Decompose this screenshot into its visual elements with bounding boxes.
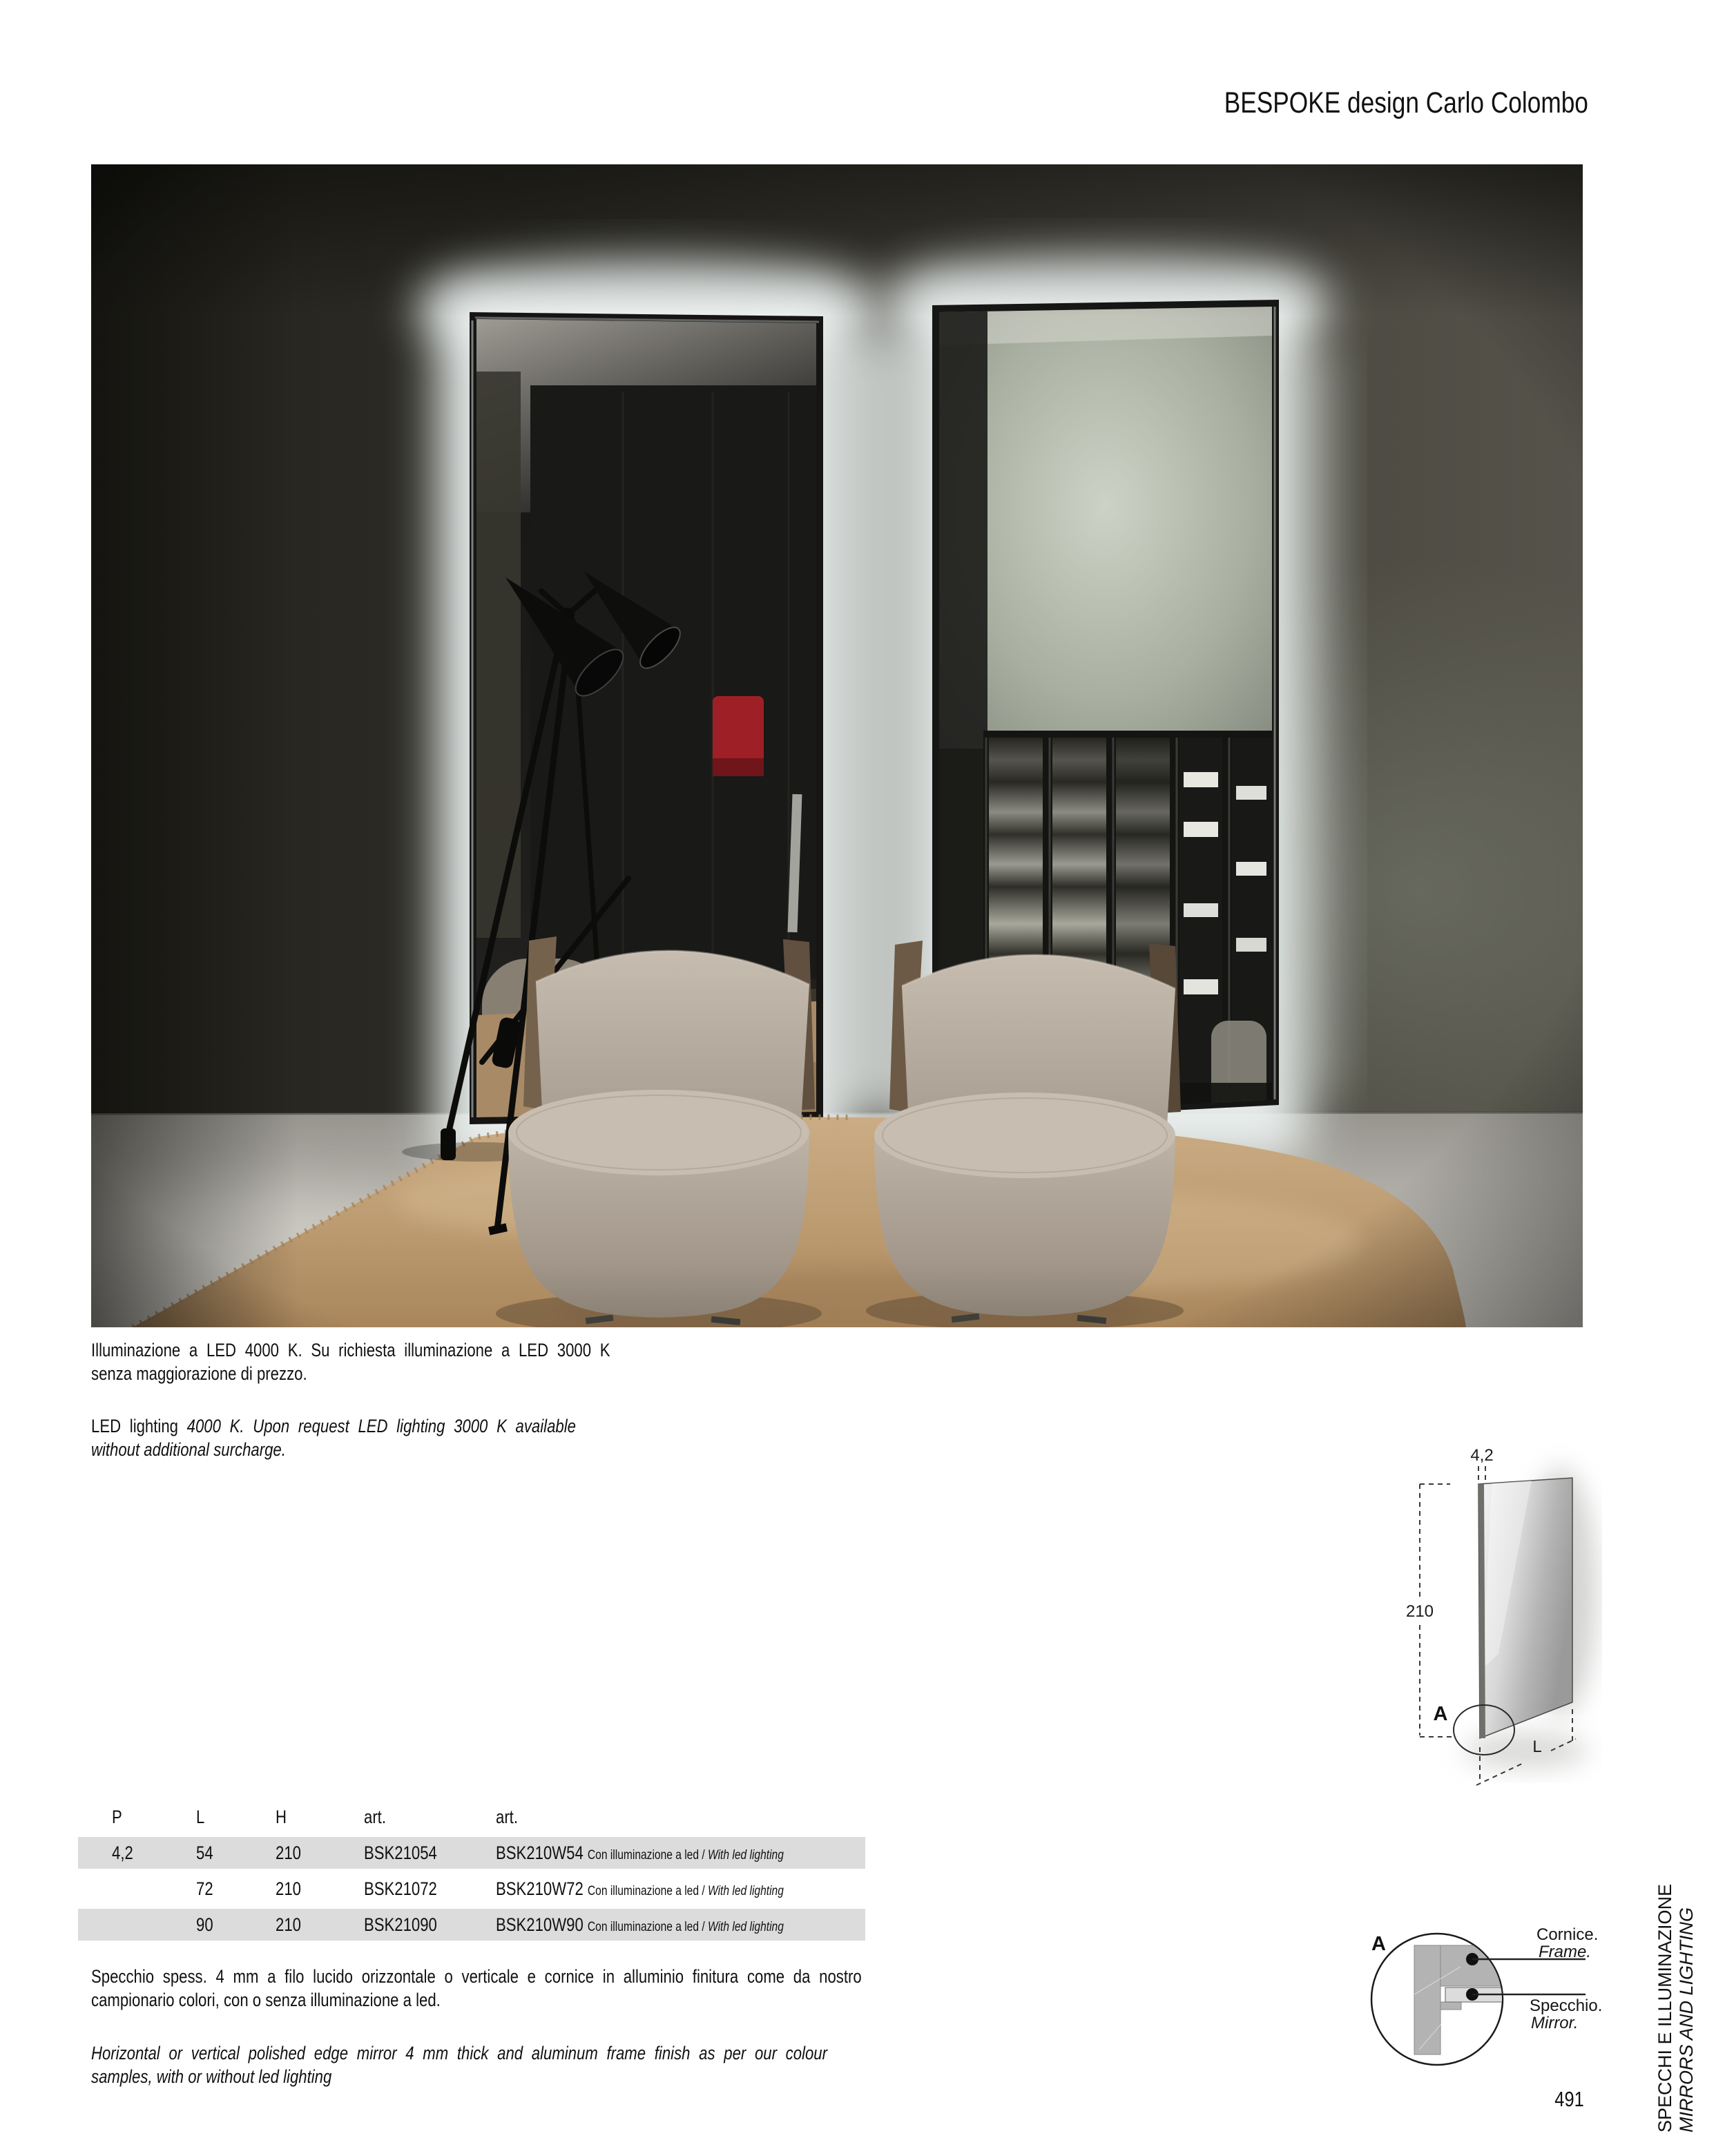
mirror-label-en: Mirror. — [1531, 2014, 1579, 2032]
col-h: H — [276, 1806, 287, 1827]
col-art2: art. — [496, 1806, 518, 1827]
caption-en-lead: LED lighting — [91, 1416, 187, 1436]
col-l: L — [196, 1806, 205, 1827]
sidebar-line-italian: SPECCHI E ILLUMINAZIONE — [1655, 1883, 1675, 2133]
cell-l: 54 — [196, 1842, 213, 1863]
spec-table-header — [78, 1801, 865, 1833]
caption-it-line1: Illuminazione a LED 4000 K. Su richiesta illuminazione a LED 3000 K — [91, 1340, 610, 1360]
cell-art2: BSK210W90 — [496, 1914, 584, 1935]
cell-art1: BSK21054 — [364, 1842, 437, 1863]
table-row — [78, 1909, 865, 1941]
dim-height-label: 210 — [1405, 1602, 1434, 1621]
cell-art2: BSK210W54 — [496, 1842, 584, 1863]
page-title — [1144, 87, 1588, 119]
corner-detail-diagram — [1364, 1925, 1602, 2074]
showroom-photo — [91, 164, 1583, 1327]
desc-it-line1: Specchio spess. 4 mm a filo lucido orizzontale o verticale e cornice in alluminio finitura come da nostro — [91, 1966, 862, 1987]
col-p: P — [112, 1806, 122, 1827]
cell-note: Con illuminazione a led / — [587, 1919, 709, 1934]
cell-p: 4,2 — [112, 1842, 133, 1863]
cell-art2: BSK210W72 — [496, 1878, 584, 1899]
dim-depth-label: 4,2 — [1470, 1446, 1494, 1465]
caption-italian — [91, 1338, 724, 1385]
desc-en-line2: samples, with or without led lighting — [91, 2066, 332, 2087]
frame-label-it: Cornice. — [1536, 1925, 1599, 1944]
detail-a-label: A — [1371, 1933, 1386, 1955]
spec-table — [78, 1801, 865, 1945]
cell-art1: BSK21072 — [364, 1878, 437, 1899]
page-number: 491 — [1554, 2087, 1584, 2111]
dim-corner-label: A — [1433, 1703, 1448, 1725]
description-english — [91, 2041, 892, 2088]
mirror-label-it: Specchio. — [1530, 1996, 1602, 2015]
diagram-mirror-panel — [1478, 1478, 1572, 1738]
caption-en-line1: 4000 K. Upon request LED lighting 3000 K available — [186, 1416, 576, 1436]
cell-l: 72 — [196, 1878, 213, 1899]
cell-note-italic: With led lighting — [708, 1883, 784, 1898]
cell-h: 210 — [276, 1878, 301, 1899]
desc-it-line2: campionario colori, con o senza illuminazione a led. — [91, 1990, 441, 2010]
col-art1: art. — [364, 1806, 386, 1827]
cell-h: 210 — [276, 1914, 301, 1935]
cell-l: 90 — [196, 1914, 213, 1935]
page-title-text: BESPOKE design Carlo Colombo — [1224, 86, 1588, 119]
dim-width-label: L — [1532, 1738, 1542, 1756]
photo-vignette — [91, 164, 1583, 1327]
caption-english — [91, 1414, 682, 1461]
cell-h: 210 — [276, 1842, 301, 1863]
frame-label-en: Frame. — [1539, 1943, 1592, 1961]
desc-en-line1: Horizontal or vertical polished edge mirror 4 mm thick and aluminum frame finish as per our colour — [91, 2043, 827, 2063]
section-sidebar-label — [1655, 1884, 1697, 2133]
table-row — [78, 1873, 865, 1905]
sidebar-line-english: MIRRORS AND LIGHTING — [1676, 1907, 1697, 2133]
caption-en-line2: without additional surcharge. — [91, 1439, 286, 1460]
cell-note-italic: With led lighting — [708, 1847, 784, 1863]
table-row — [78, 1837, 865, 1869]
cell-art1: BSK21090 — [364, 1914, 437, 1935]
cell-note: Con illuminazione a led / — [587, 1847, 709, 1863]
description-italian — [91, 1965, 892, 2012]
dimension-diagram — [1395, 1440, 1602, 1837]
caption-it-line2: senza maggiorazione di prezzo. — [91, 1363, 307, 1384]
cell-note: Con illuminazione a led / — [587, 1883, 709, 1898]
cell-note-italic: With led lighting — [708, 1919, 784, 1934]
